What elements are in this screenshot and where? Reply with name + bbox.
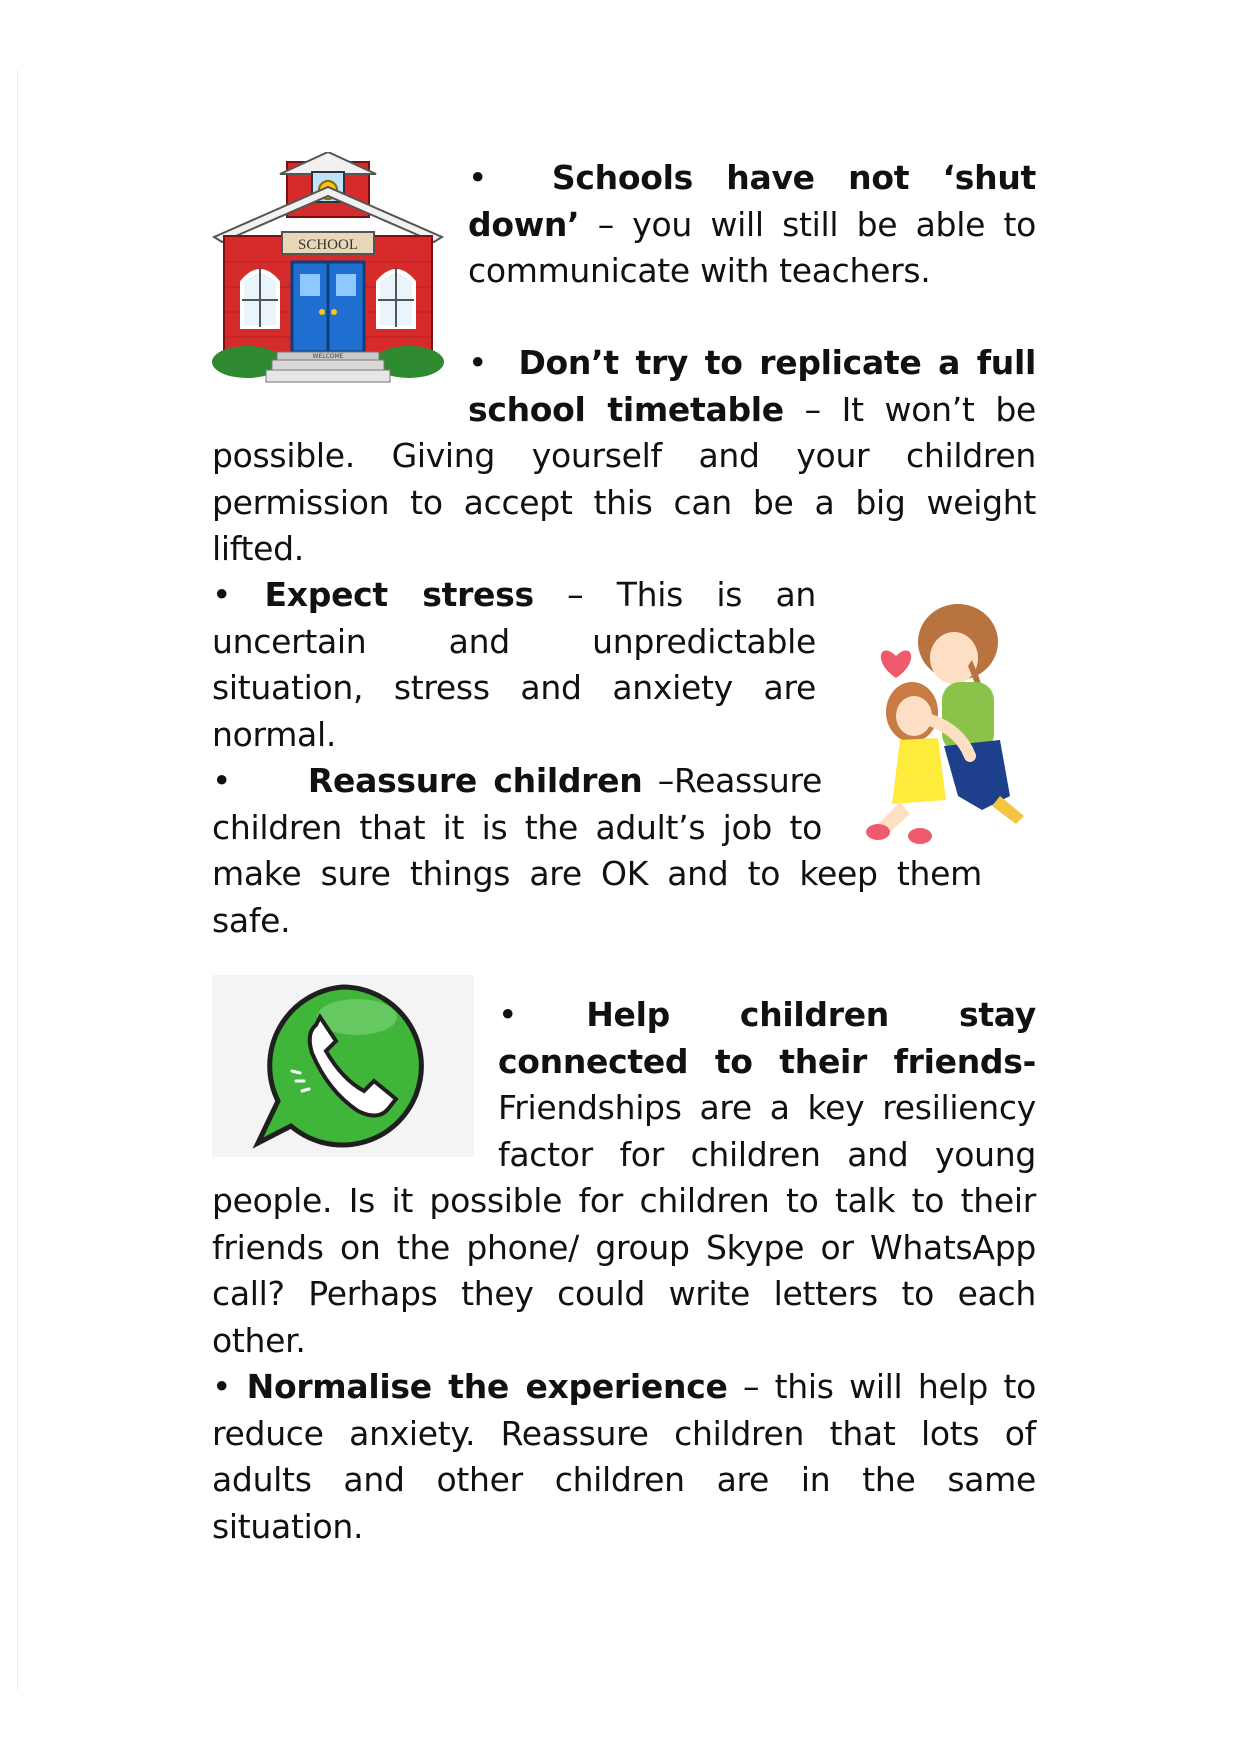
tip-heading: Help children stay connected to their friends- (498, 995, 1036, 1081)
separator: – (642, 761, 674, 800)
separator: – (579, 204, 633, 244)
tip-heading: Reassure children (307, 761, 643, 800)
tip-heading: Don’t try to replicate a full school timetable (468, 343, 1036, 429)
bullet: • (212, 575, 232, 614)
tip-body: this will help to reduce anxiety. Reassure children that lots of adults and other children are in the same situation. (212, 1367, 1036, 1546)
tip-body: It won’t be possible. Giving yourself and your children permission to accept this can be a big weight lifted. (212, 389, 1036, 568)
tip-heading: Expect stress (264, 575, 534, 614)
tip-timetable (212, 340, 1036, 573)
float-spacer (212, 992, 498, 1178)
tip-schools-open (468, 155, 1036, 295)
separator: – (533, 575, 617, 614)
tip-body: Reassure children that it is the adult’s job to make sure things are OK and to keep them safe. (212, 761, 982, 940)
tip-stay-connected (212, 992, 1036, 1364)
tip-heading: Schools have not ‘shut down’ (468, 158, 1036, 244)
tip-normalise (212, 1364, 1036, 1550)
bullet: • (212, 761, 232, 800)
bullet: • (468, 343, 488, 382)
page-edge (17, 70, 18, 1690)
bullet: • (498, 995, 518, 1034)
separator: – (783, 389, 842, 429)
welcome-mat-text: WELCOME (312, 353, 344, 360)
tip-body: This is an uncertain and unpredictable situation, stress and anxiety are normal. (212, 575, 816, 754)
float-spacer (212, 340, 468, 433)
bullet: • (468, 158, 488, 197)
tip-body: you will still be able to communicate with teachers. (468, 204, 1036, 290)
tip-expect-stress (212, 572, 816, 758)
tip-reassure (212, 758, 982, 944)
tip-body: Friendships are a key resiliency factor for children and young people. Is it possible for children to talk to their friends on the phone/ group Skype or WhatsApp call? Perhaps they could write letters to each other. (212, 1088, 1036, 1360)
separator: – (727, 1367, 775, 1406)
bullet: • (212, 1367, 232, 1406)
tip-heading: Normalise the experience (246, 1367, 728, 1406)
school-sign-text: SCHOOL (297, 237, 359, 253)
float-spacer (822, 758, 982, 851)
